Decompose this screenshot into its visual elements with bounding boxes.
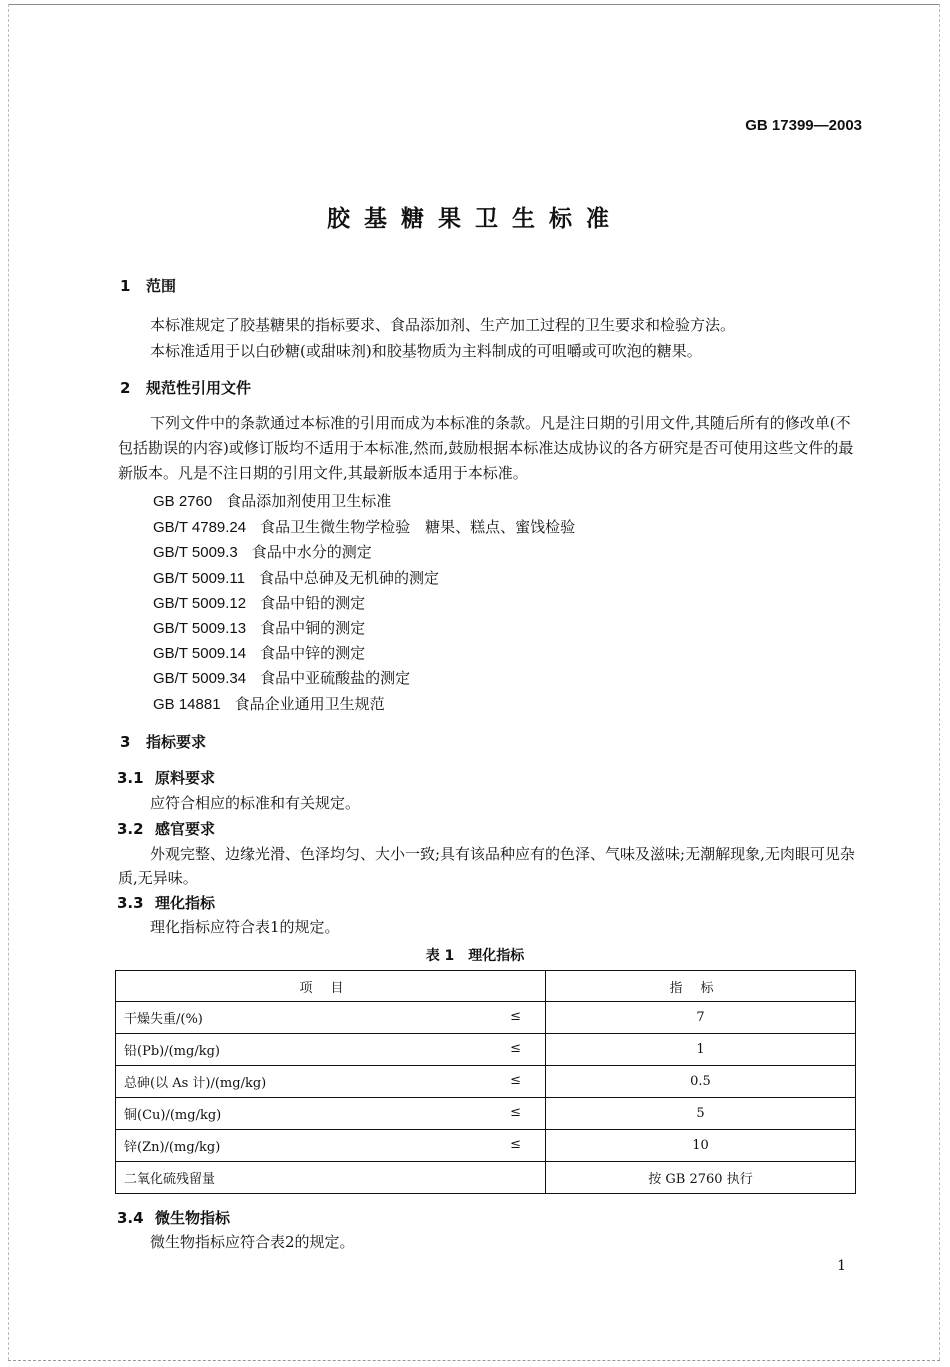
reference-code: GB/T 5009.14 [153, 645, 247, 662]
reference-code: GB 14881 [153, 696, 221, 713]
le-symbol: ≤ [510, 1073, 521, 1088]
section-title: 微生物指标 [155, 1209, 231, 1227]
section-3-1-heading [117, 767, 215, 788]
section-3-2-heading [117, 818, 215, 839]
reference-title: 食品中锌的测定 [260, 644, 366, 662]
section-3-4-heading [117, 1207, 230, 1228]
column-header: 指标 [546, 971, 856, 1002]
reference-item [153, 567, 439, 588]
table-cell-value: 0.5 [546, 1066, 856, 1098]
item-label: 铜(Cu)/(mg/kg) [124, 1108, 222, 1123]
reference-code: GB/T 5009.11 [153, 570, 246, 587]
reference-title: 食品中亚硫酸盐的测定 [260, 669, 411, 687]
page-border-top [8, 4, 940, 5]
section-title: 规范性引用文件 [146, 379, 252, 397]
table-cell-value: 5 [546, 1098, 856, 1130]
section-title: 原料要求 [155, 769, 216, 787]
section-number: 1 [120, 277, 131, 295]
reference-item [153, 541, 372, 562]
page-number: 1 [837, 1258, 846, 1274]
table-cell-value: 1 [546, 1034, 856, 1066]
item-label: 铅(Pb)/(mg/kg) [124, 1044, 220, 1059]
table-cell-item [116, 1066, 546, 1098]
section-title: 感官要求 [155, 820, 216, 838]
standard-number: GB 17399—2003 [745, 117, 862, 134]
reference-code: GB/T 5009.3 [153, 544, 238, 561]
table-cell-value: 7 [546, 1002, 856, 1034]
table-cell-item [116, 1002, 546, 1034]
section-number: 3.4 [117, 1209, 144, 1227]
reference-code: GB/T 5009.13 [153, 620, 247, 637]
reference-code: GB/T 5009.34 [153, 670, 247, 687]
section-1-heading [120, 275, 176, 296]
reference-item [153, 490, 391, 511]
section-title: 范围 [146, 277, 177, 295]
section-title: 指标要求 [146, 733, 207, 751]
le-symbol: ≤ [510, 1105, 521, 1120]
item-label: 总砷(以 As 计)/(mg/kg) [124, 1076, 267, 1091]
reference-item [153, 642, 365, 663]
table-row [116, 1066, 856, 1098]
item-label: 干燥失重/(%) [124, 1012, 203, 1027]
le-symbol: ≤ [510, 1041, 521, 1056]
reference-title: 食品企业通用卫生规范 [234, 695, 385, 713]
section-2-heading [120, 377, 251, 398]
table-1-caption: 表 1 理化指标 [425, 948, 525, 964]
table-cell-item [116, 1162, 546, 1194]
table-cell-item [116, 1034, 546, 1066]
reference-code: GB/T 4789.24 [153, 519, 247, 536]
section-number: 3.3 [117, 894, 144, 912]
reference-item [153, 693, 385, 714]
le-symbol: ≤ [510, 1009, 521, 1024]
reference-title: 食品卫生微生物学检验 糖果、糕点、蜜饯检验 [260, 518, 576, 536]
reference-title: 食品中水分的测定 [251, 543, 372, 561]
item-label: 锌(Zn)/(mg/kg) [124, 1140, 221, 1155]
page-title: 胶基糖果卫生标准 [327, 206, 623, 232]
section-3-1-text: 应符合相应的标准和有关规定。 [150, 794, 361, 812]
reference-item [153, 617, 365, 638]
page-border-bottom [8, 1360, 940, 1361]
table-cell-value: 按 GB 2760 执行 [546, 1162, 856, 1194]
reference-code: GB/T 5009.12 [153, 595, 247, 612]
section-number: 3.2 [117, 820, 144, 838]
reference-item [153, 592, 365, 613]
reference-code: GB 2760 [153, 493, 213, 510]
section-3-heading [120, 731, 206, 752]
table-cell-item [116, 1098, 546, 1130]
section-number: 3.1 [117, 769, 144, 787]
section-1-paragraph-2: 本标准适用于以白砂糖(或甜味剂)和胶基物质为主料制成的可咀嚼或可吹泡的糖果。 [150, 342, 702, 360]
table-cell-item [116, 1130, 546, 1162]
reference-title: 食品添加剂使用卫生标准 [226, 492, 392, 510]
reference-item [153, 667, 410, 688]
table-1 [115, 970, 856, 1194]
item-label: 二氧化硫残留量 [124, 1172, 216, 1187]
table-row [116, 1098, 856, 1130]
section-1-paragraph-1: 本标准规定了胶基糖果的指标要求、食品添加剂、生产加工过程的卫生要求和检验方法。 [150, 316, 736, 334]
section-3-2-text: 外观完整、边缘光滑、色泽均匀、大小一致;具有该品种应有的色泽、气味及滋味;无潮解现象,无肉眼可见杂质,无异味。 [118, 845, 855, 887]
table-row [116, 1002, 856, 1034]
section-title: 理化指标 [155, 894, 216, 912]
table-cell-value: 10 [546, 1130, 856, 1162]
section-3-3-heading [117, 892, 215, 913]
reference-item [153, 516, 575, 537]
reference-title: 食品中铜的测定 [260, 619, 366, 637]
table-header-row [116, 971, 856, 1002]
reference-title: 食品中总砷及无机砷的测定 [259, 569, 440, 587]
table-row [116, 1130, 856, 1162]
section-2-paragraph: 下列文件中的条款通过本标准的引用而成为本标准的条款。凡是注日期的引用文件,其随后所有的修改单(不包括勘误的内容)或修订版均不适用于本标准,然而,鼓励根据本标准达成协议的各方研究是否可使用这些文件的最新版本。凡是不注日期的引用文件,其最新版本适用于本标准。 [118, 414, 854, 482]
section-number: 2 [120, 379, 131, 397]
table-row [116, 1034, 856, 1066]
section-3-4-text: 微生物指标应符合表2的规定。 [150, 1233, 355, 1251]
section-3-3-text: 理化指标应符合表1的规定。 [150, 918, 340, 936]
table-row [116, 1162, 856, 1194]
le-symbol: ≤ [510, 1137, 521, 1152]
section-number: 3 [120, 733, 131, 751]
column-header: 项目 [116, 971, 546, 1002]
reference-title: 食品中铅的测定 [260, 594, 366, 612]
